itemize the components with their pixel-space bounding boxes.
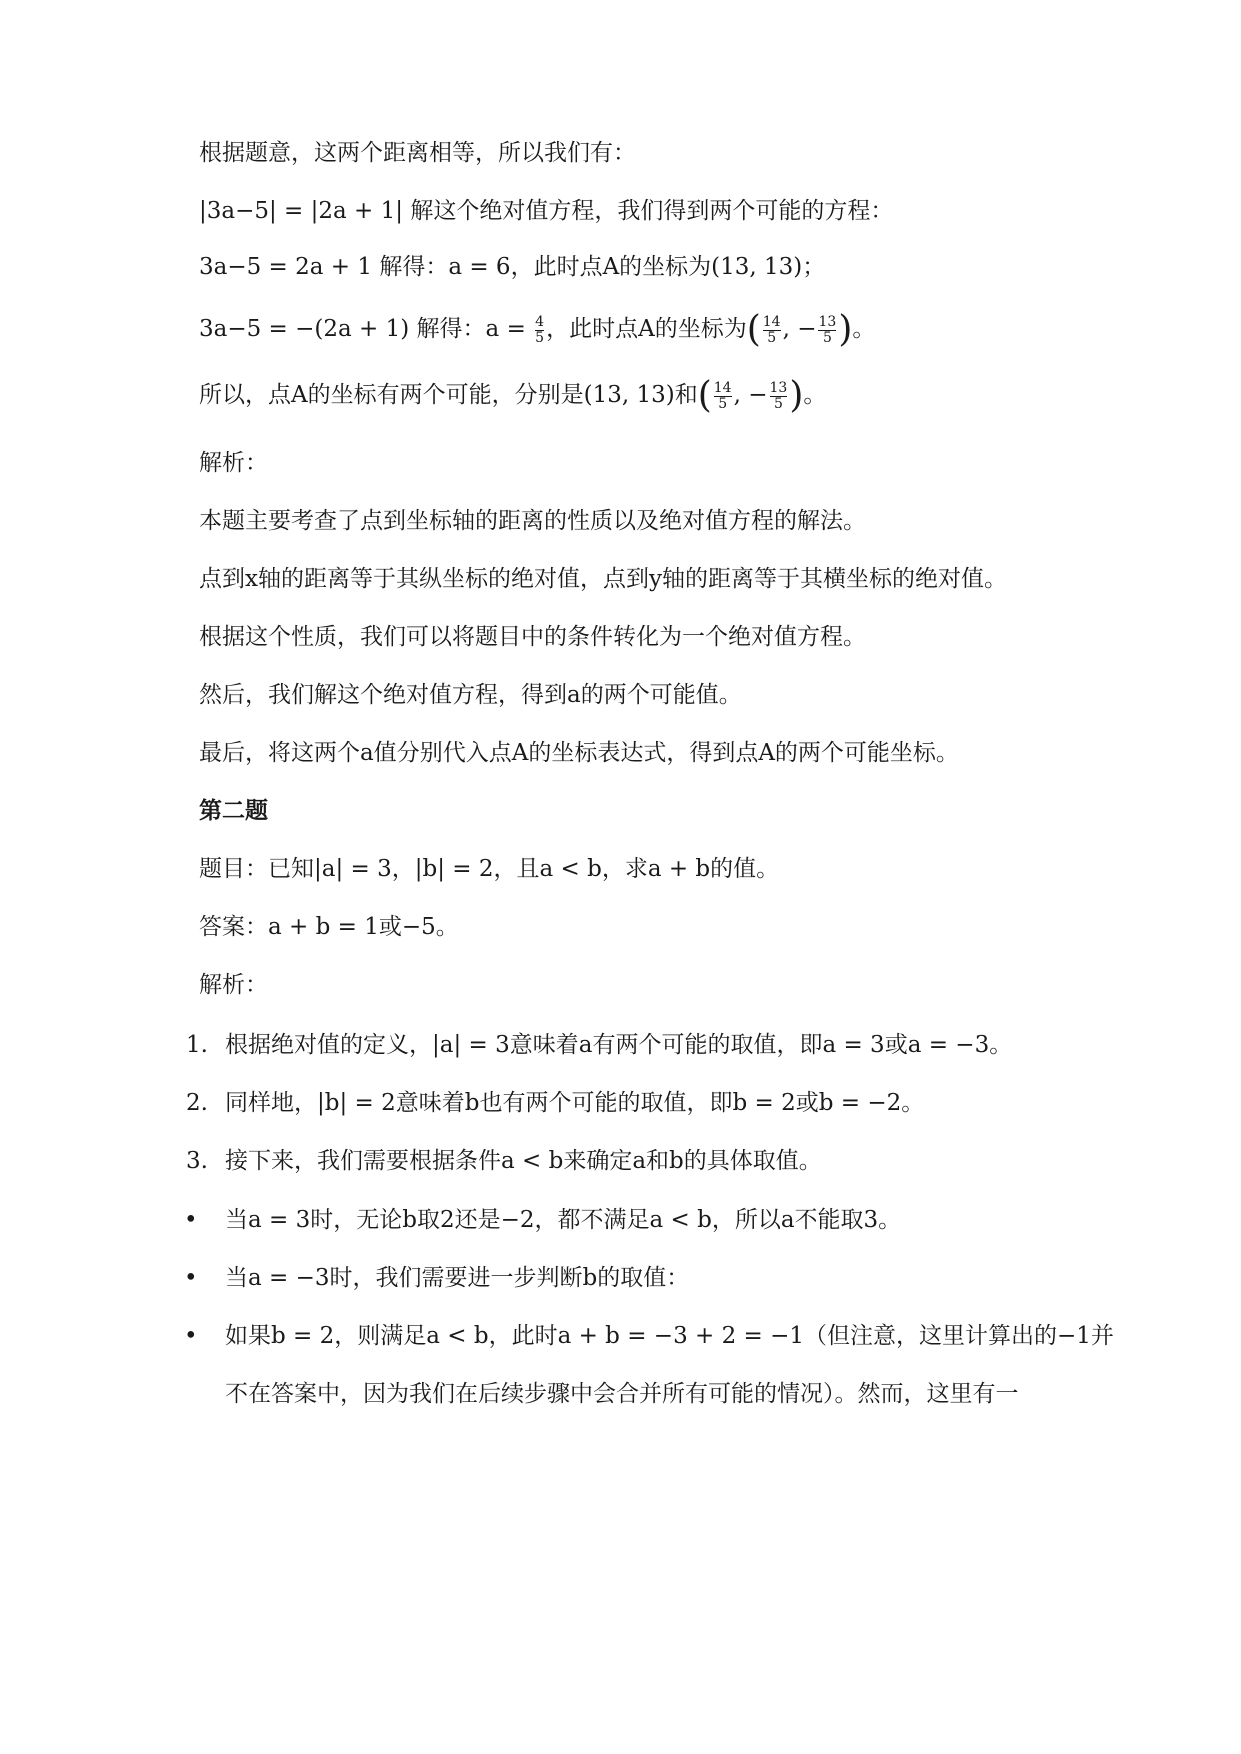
list-number: 1. (186, 1032, 208, 1058)
list-number: 2. (186, 1090, 208, 1116)
question-text: 题目：已知|a| = 3，|b| = 2，且a < b，求a + b的值。 (199, 856, 780, 882)
fraction-numerator: 14 (762, 313, 781, 330)
list-item: 接下来，我们需要根据条件a < b来确定a和b的具体取值。 (225, 1148, 822, 1174)
bullet-item: 当a = −3时，我们需要进一步判断b的取值： (225, 1265, 690, 1291)
text-line: 最后，将这两个a值分别代入点A的坐标表达式，得到点A的两个可能坐标。 (199, 740, 959, 766)
fraction (763, 315, 781, 346)
right-paren: ) (838, 309, 853, 350)
right-paren: ) (789, 375, 804, 416)
fraction-denominator: 5 (535, 329, 545, 346)
fraction-numerator: 14 (713, 379, 732, 396)
fraction-denominator: 5 (767, 329, 777, 346)
bullet-continuation: 不在答案中，因为我们在后续步骤中会合并所有可能的情况）。然而，这里有一 (225, 1381, 1019, 1407)
fraction-numerator: 13 (818, 313, 837, 330)
bullet-item: 如果b = 2，则满足a < b，此时a + b = −3 + 2 = −1（但注意，这里计算出的−1并 (225, 1323, 1114, 1349)
text-line: 根据这个性质，我们可以将题目中的条件转化为一个绝对值方程。 (199, 624, 866, 650)
text-line: 3a−5 = 2a + 1 解得：a = 6，此时点A的坐标为(13, 13)； (199, 254, 826, 280)
text-line: 然后，我们解这个绝对值方程，得到a的两个可能值。 (199, 682, 742, 708)
text-line: |3a−5| = |2a + 1| 解这个绝对值方程，我们得到两个可能的方程： (199, 198, 894, 224)
text-segment: 所以，点A的坐标有两个可能，分别是(13, 13)和 (199, 382, 698, 408)
bullet-icon: • (184, 1207, 198, 1233)
text-line: 解析： (199, 450, 268, 476)
answer-text: 答案：a + b = 1或−5。 (199, 914, 459, 940)
text-line-with-fractions: 所以，点A的坐标有两个可能，分别是(13, 13)和( $\frac{14}{5}$ , − $\frac{13}{5}$ )。 (199, 375, 827, 416)
fraction-denominator: 5 (773, 395, 783, 412)
minus-sign: − (748, 382, 768, 408)
text-segment: 。 (852, 316, 876, 342)
fraction (770, 381, 788, 412)
left-paren: ( (746, 309, 761, 350)
text-segment: 。 (803, 382, 827, 408)
list-item: 根据绝对值的定义，|a| = 3意味着a有两个可能的取值，即a = 3或a = −3。 (225, 1032, 1013, 1058)
fraction-denominator: 5 (718, 395, 728, 412)
minus-sign: − (797, 316, 817, 342)
fraction (714, 381, 732, 412)
section-heading: 第二题 (199, 797, 268, 824)
text-segment: ，此时点A的坐标为 (546, 316, 747, 342)
bullet-item: 当a = 3时，无论b取2还是−2，都不满足a < b，所以a不能取3。 (225, 1207, 902, 1233)
left-paren: ( (697, 375, 712, 416)
fraction-numerator: 4 (535, 313, 545, 330)
text-line: 本题主要考查了点到坐标轴的距离的性质以及绝对值方程的解法。 (199, 508, 866, 534)
text-line: 根据题意，这两个距离相等，所以我们有： (199, 140, 636, 166)
fraction-denominator: 5 (822, 329, 832, 346)
fraction (535, 315, 544, 346)
bullet-icon: • (184, 1265, 198, 1291)
text-line-with-fractions: 3a−5 = −(2a + 1) 解得：a = $\frac{4}{5}$ ，此时点A的坐标为( $\frac{14}{5}$ , − $\frac{13}{5}$ )。 (199, 309, 876, 350)
text-line: 点到x轴的距离等于其纵坐标的绝对值，点到y轴的距离等于其横坐标的绝对值。 (199, 566, 1007, 592)
bullet-icon: • (184, 1323, 198, 1349)
text-segment: 3a−5 = −(2a + 1) 解得：a = (199, 316, 534, 342)
fraction (818, 315, 836, 346)
list-item: 同样地，|b| = 2意味着b也有两个可能的取值，即b = 2或b = −2。 (225, 1090, 925, 1116)
list-number: 3. (186, 1148, 208, 1174)
analysis-label: 解析： (199, 972, 268, 998)
fraction-numerator: 13 (769, 379, 788, 396)
